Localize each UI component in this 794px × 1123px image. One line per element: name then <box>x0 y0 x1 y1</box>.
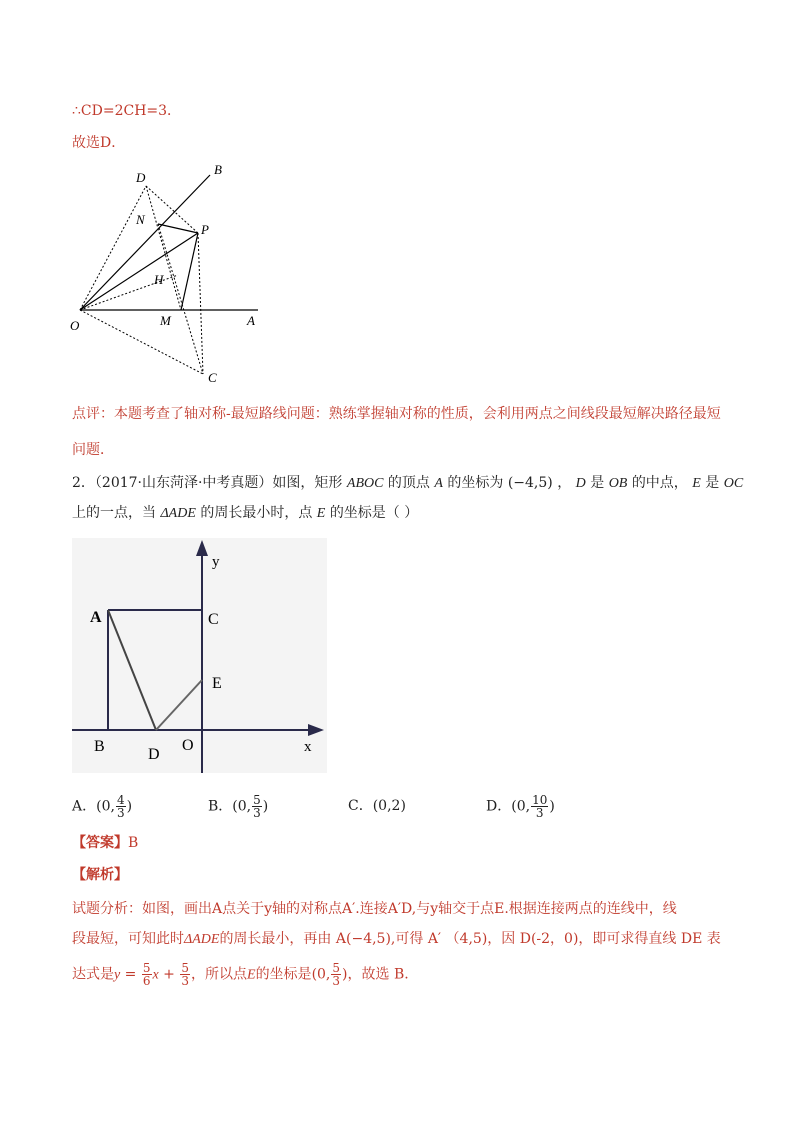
analysis-label-line <box>72 866 128 884</box>
answer-line <box>72 834 138 852</box>
label-B: B <box>214 162 222 177</box>
choose-line: 故选D． <box>72 135 126 151</box>
comment-line-1: 点评：本题考查了轴对称-最短路线问题：熟练掌握轴对称的性质，会利用两点之间线段最短解决路径最短 <box>72 406 721 422</box>
label-E2: E <box>212 675 222 692</box>
option-a-letter: A． <box>72 798 97 815</box>
analysis-line2-c: ,可得 A′ （4,5)，因 D(-2，0)，即可求得直线 DE 表 <box>390 931 721 947</box>
eq-x: x <box>152 967 159 983</box>
option-d-post: ) <box>549 798 555 815</box>
label-C2: C <box>208 611 219 628</box>
label-C: C <box>208 370 217 385</box>
label-H: H <box>154 272 164 287</box>
eq-equals: = <box>120 966 141 983</box>
q-point-e: E <box>692 476 701 491</box>
comment-line-2: 问题． <box>72 442 114 458</box>
q-coord-a: (−4,5) <box>507 475 553 491</box>
option-a-den: 3 <box>116 806 125 820</box>
q2-prefix: 上的一点，当 <box>72 505 156 521</box>
option-a-pre: (0, <box>96 798 115 815</box>
q-rect: ABOC <box>346 476 384 491</box>
q-mid5: 是 <box>705 475 720 491</box>
q2-triangle: ΔADE <box>160 506 196 521</box>
analysis-line3-c: 的坐标是 <box>255 966 312 983</box>
label-D2: D <box>148 746 160 763</box>
eq-y: y <box>114 967 121 983</box>
option-d-frac <box>531 794 548 819</box>
option-b-num: 5 <box>253 793 261 807</box>
q-sep: ， <box>557 475 572 491</box>
analysis-line3-b: ，所以点 <box>191 966 247 983</box>
q-point-d: D <box>575 476 586 491</box>
label-A2: A <box>90 609 102 626</box>
analysis-line3-e: E <box>247 967 256 983</box>
label-y: y <box>212 554 220 570</box>
q-vertex-a: A <box>434 476 443 491</box>
analysis-line3-pre: (0, <box>311 966 331 983</box>
question-line-2 <box>72 504 418 523</box>
option-a-num: 4 <box>116 793 125 807</box>
label-P: P <box>201 222 209 237</box>
q-seg-oc: OC <box>723 476 744 491</box>
q-mid4: 的中点， <box>631 475 688 491</box>
option-c-text: (0,2) <box>372 798 406 814</box>
label-O: O <box>70 318 80 333</box>
q-mid2: 的坐标为 <box>447 475 504 491</box>
eq-plus: + <box>158 966 180 983</box>
question-line-1 <box>72 474 743 493</box>
analysis-line3-a: 达式是 <box>72 966 114 983</box>
analysis-label: 【解析】 <box>72 867 128 883</box>
option-c[interactable] <box>348 797 406 815</box>
analysis-frac <box>331 962 341 987</box>
option-a[interactable] <box>72 794 132 819</box>
q2-suffix: 的坐标是（ ） <box>329 505 419 521</box>
option-b-den: 3 <box>253 806 261 820</box>
label-A: A <box>247 313 255 328</box>
option-b-pre: (0, <box>232 798 252 815</box>
option-b-letter: B． <box>208 798 233 815</box>
q2-mid: 的周长最小时，点 <box>200 505 313 521</box>
eq-frac-1 <box>142 962 152 987</box>
label-D: D <box>136 170 146 185</box>
option-b-frac <box>252 794 262 819</box>
q2-e: E <box>316 506 326 521</box>
eq-frac-2 <box>180 962 190 987</box>
coordinate-figure-2 <box>72 538 327 773</box>
analysis-line-1: 试题分析：如图，画出A点关于y轴的对称点A′.连接A′D,与y轴交于点E.根据连接两点的连线中，线 <box>72 901 677 917</box>
geometry-figure-1 <box>68 160 268 385</box>
label-O2: O <box>182 737 194 754</box>
eq-den-1: 6 <box>142 974 151 988</box>
option-a-frac <box>116 794 126 819</box>
analysis-coord: (−4,5) <box>346 931 391 947</box>
q-prefix: 2．（2017·山东菏泽·中考真题）如图，矩形 <box>72 475 343 491</box>
label-B2: B <box>94 738 105 755</box>
analysis-frac-den: 3 <box>332 974 341 988</box>
option-b[interactable] <box>208 794 268 819</box>
analysis-line3-post: ) <box>342 966 348 983</box>
option-a-post: ) <box>126 798 133 815</box>
therefore-line: ∴CD=2CH=3． <box>72 103 182 119</box>
eq-den-2: 3 <box>181 974 189 988</box>
option-c-letter: C． <box>348 798 373 814</box>
analysis-line-3 <box>72 962 409 987</box>
q-mid3: 是 <box>590 475 605 491</box>
analysis-line2-b: 的周长最小，再由 A <box>219 931 346 947</box>
option-b-post: ) <box>262 798 269 815</box>
analysis-triangle: ΔADE <box>184 932 220 947</box>
analysis-line3-d: ，故选 B. <box>347 966 409 983</box>
q-seg-ob: OB <box>608 476 628 491</box>
option-d-letter: D． <box>486 798 512 815</box>
analysis-line2-a: 段最短，可知此时 <box>72 931 184 947</box>
option-d-num: 10 <box>532 793 548 807</box>
q-mid1: 的顶点 <box>387 475 430 491</box>
label-N: N <box>136 212 145 227</box>
analysis-line-2 <box>72 930 721 949</box>
label-M: M <box>160 313 171 328</box>
answer-label: 【答案】 <box>72 835 128 851</box>
option-d-den: 3 <box>535 806 544 820</box>
answer-value: B <box>128 835 139 851</box>
option-d-pre: (0, <box>511 798 531 815</box>
analysis-frac-num: 5 <box>332 961 341 975</box>
option-d[interactable] <box>486 794 555 819</box>
label-x2: x <box>304 739 312 755</box>
eq-num-1: 5 <box>142 961 151 975</box>
eq-num-2: 5 <box>181 961 189 975</box>
